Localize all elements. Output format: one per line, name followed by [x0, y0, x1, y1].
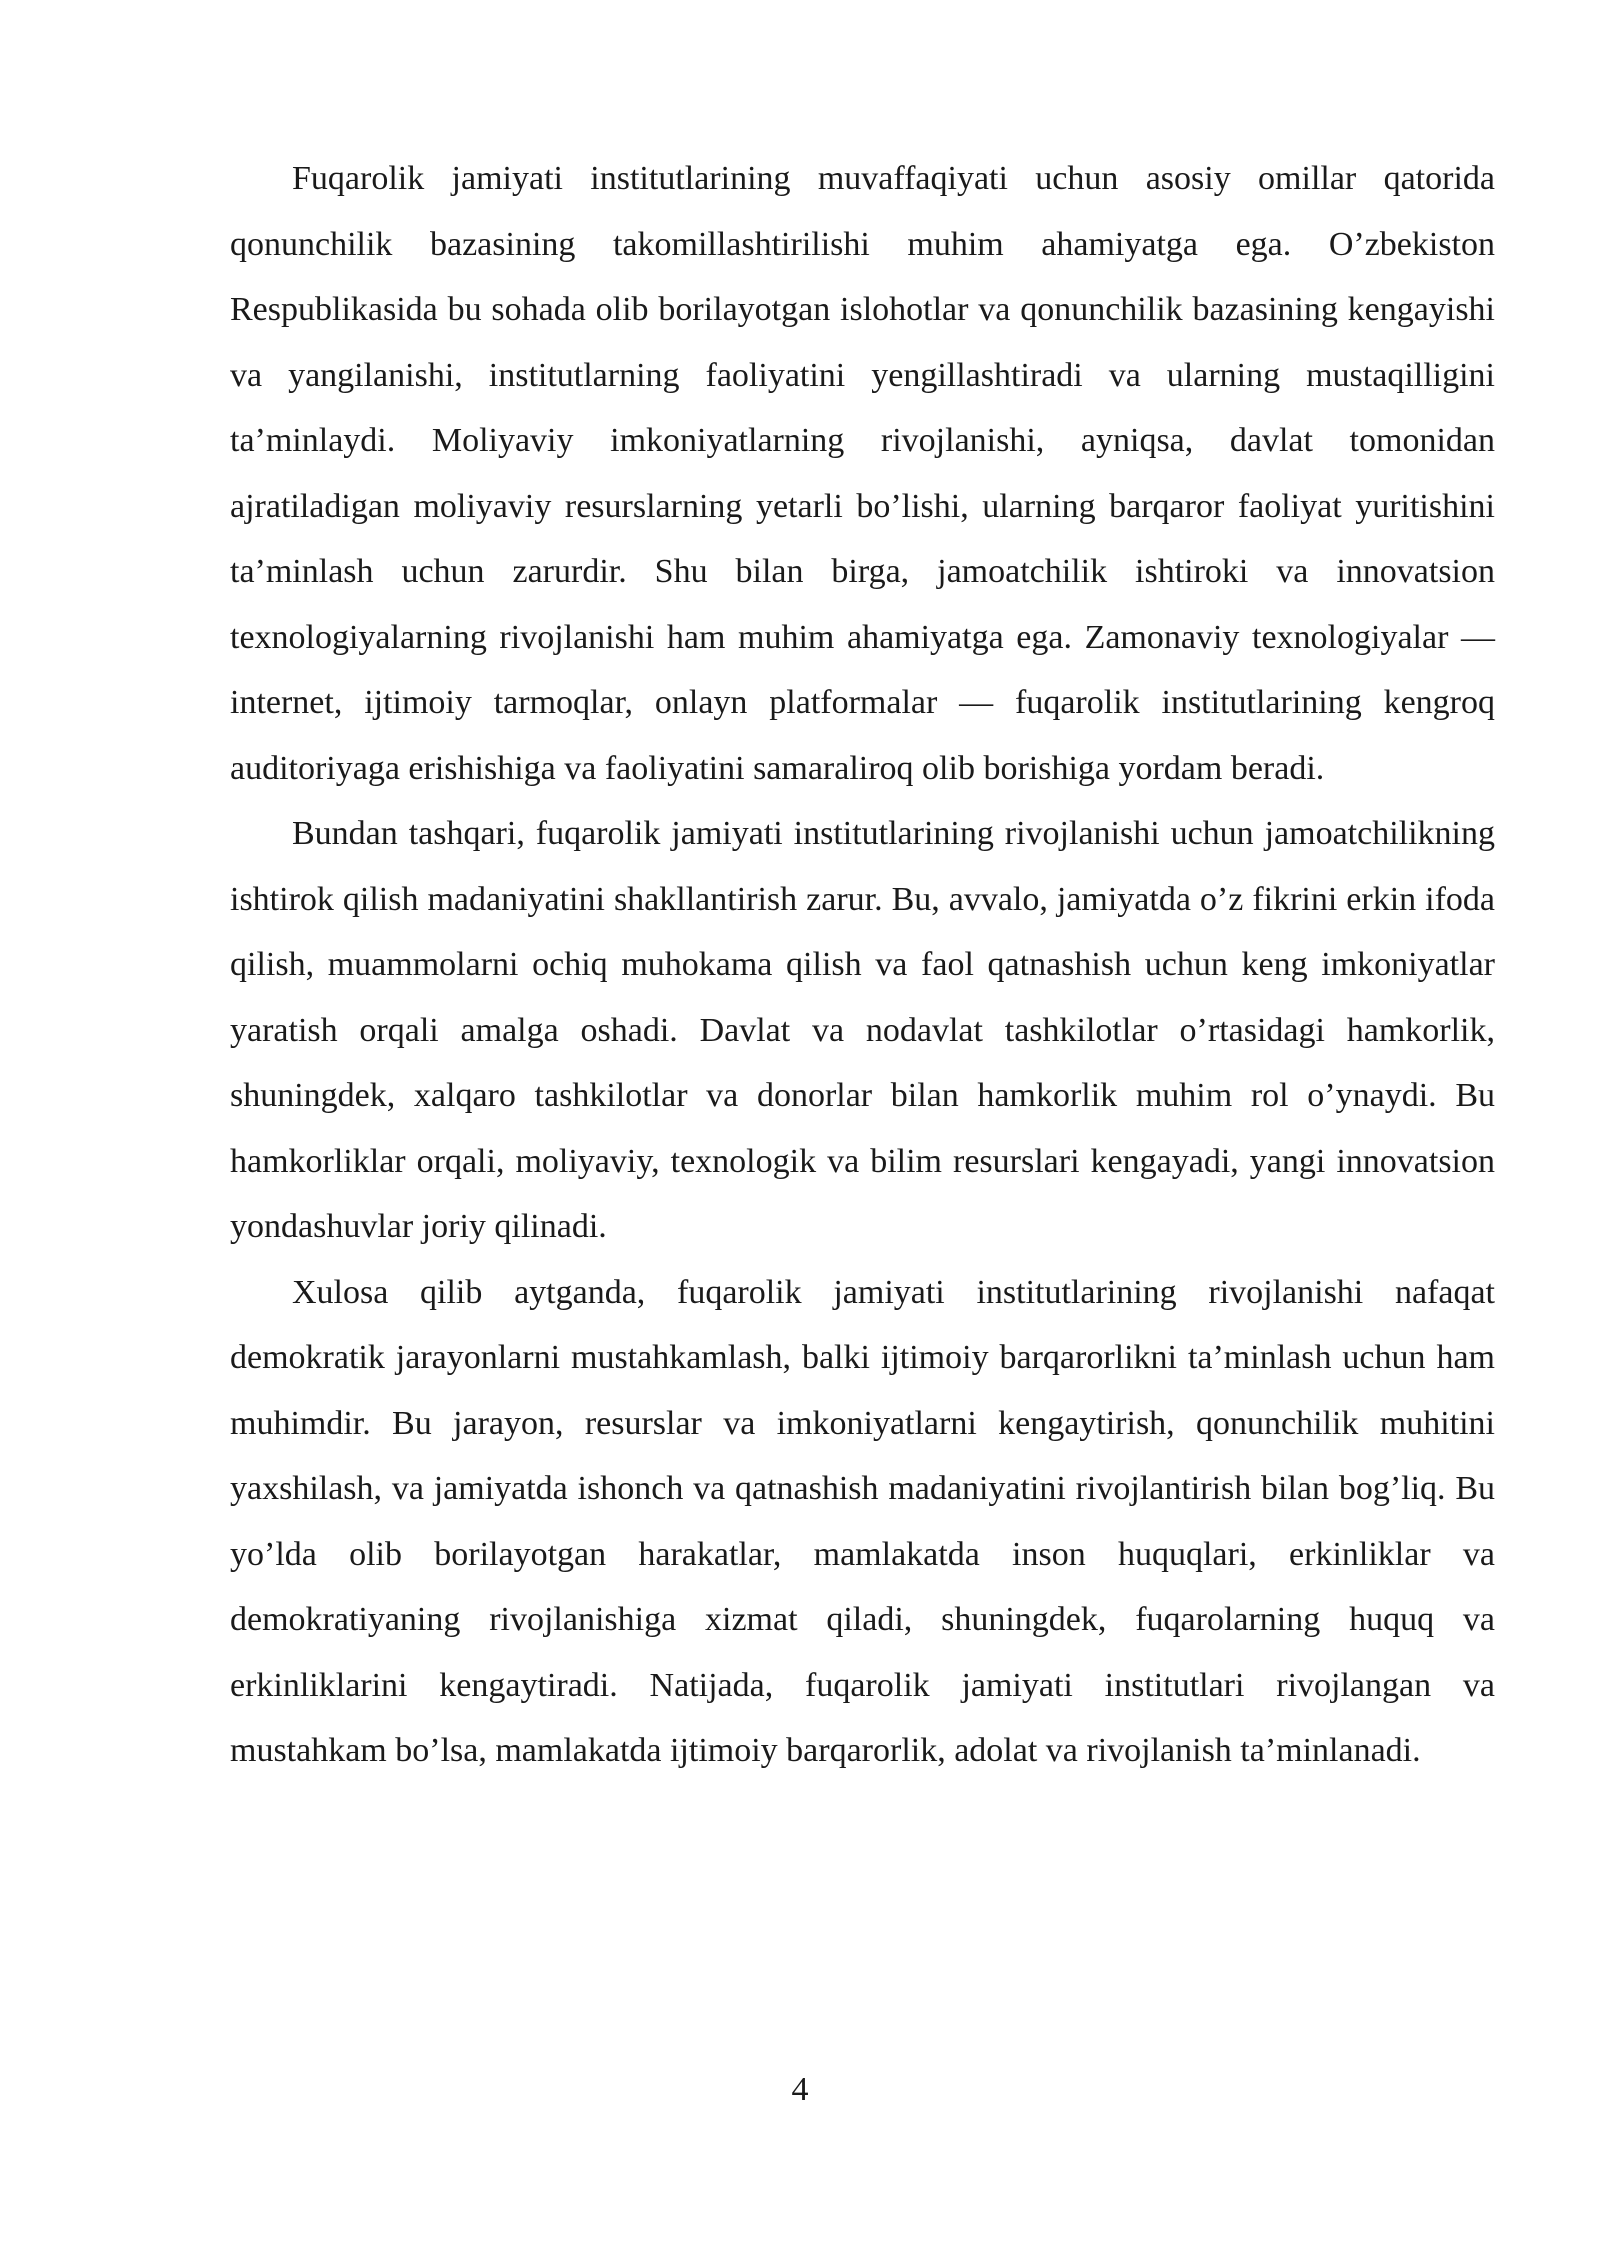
- page-number: 4: [791, 2071, 809, 2108]
- document-body: [230, 146, 1495, 1784]
- paragraph-1: Fuqarolik jamiyati institutlarining muvaffaqiyati uchun asosiy omillar qatorida qonunchilik bazasining takomillashtirilishi muhim ahamiyatga ega. O’zbekiston Respublikasida bu sohada olib borilayotgan islohotlar va qonunchilik bazasining kengayishi va yangilanishi, institutlarning faoliyatini yengillashtiradi va ularning mustaqilligini ta’minlaydi. Moliyaviy imkoniyatlarning rivojlanishi, ayniqsa, davlat tomonidan ajratiladigan moliyaviy resurslarning yetarli bo’lishi, ularning barqaror faoliyat yuritishini ta’minlash uchun zarurdir. Shu bilan birga, jamoatchilik ishtiroki va innovatsion texnologiyalarning rivojlanishi ham muhim ahamiyatga ega. Zamonaviy texnologiyalar — internet, ijtimoiy tarmoqlar, onlayn platformalar — fuqarolik institutlarining kengroq auditoriyaga erishishiga va faoliyatini samaraliroq olib borishiga yordam beradi.: [230, 160, 1495, 787]
- paragraph-2: Bundan tashqari, fuqarolik jamiyati institutlarining rivojlanishi uchun jamoatchilikning ishtirok qilish madaniyatini shakllantirish zarur. Bu, avvalo, jamiyatda o’z fikrini erkin ifoda qilish, muammolarni ochiq muhokama qilish va faol qatnashish uchun keng imkoniyatlar yaratish orqali amalga oshadi. Davlat va nodavlat tashkilotlar o’rtasidagi hamkorlik, shuningdek, xalqaro tashkilotlar va donorlar bilan hamkorlik muhim rol o’ynaydi. Bu hamkorliklar orqali, moliyaviy, texnologik va bilim resurslari kengayadi, yangi innovatsion yondashuvlar joriy qilinadi.: [230, 815, 1495, 1245]
- paragraph-3: Xulosa qilib aytganda, fuqarolik jamiyati institutlarining rivojlanishi nafaqat demokratik jarayonlarni mustahkamlash, balki ijtimoiy barqarorlikni ta’minlash uchun ham muhimdir. Bu jarayon, resurslar va imkoniyatlarni kengaytirish, qonunchilik muhitini yaxshilash, va jamiyatda ishonch va qatnashish madaniyatini rivojlantirish bilan bog’liq. Bu yo’lda olib borilayotgan harakatlar, mamlakatda inson huquqlari, erkinliklar va demokratiyaning rivojlanishiga xizmat qiladi, shuningdek, fuqarolarning huquq va erkinliklarini kengaytiradi. Natijada, fuqarolik jamiyati institutlari rivojlangan va mustahkam bo’lsa, mamlakatda ijtimoiy barqarorlik, adolat va rivojlanish ta’minlanadi.: [230, 1273, 1495, 1769]
